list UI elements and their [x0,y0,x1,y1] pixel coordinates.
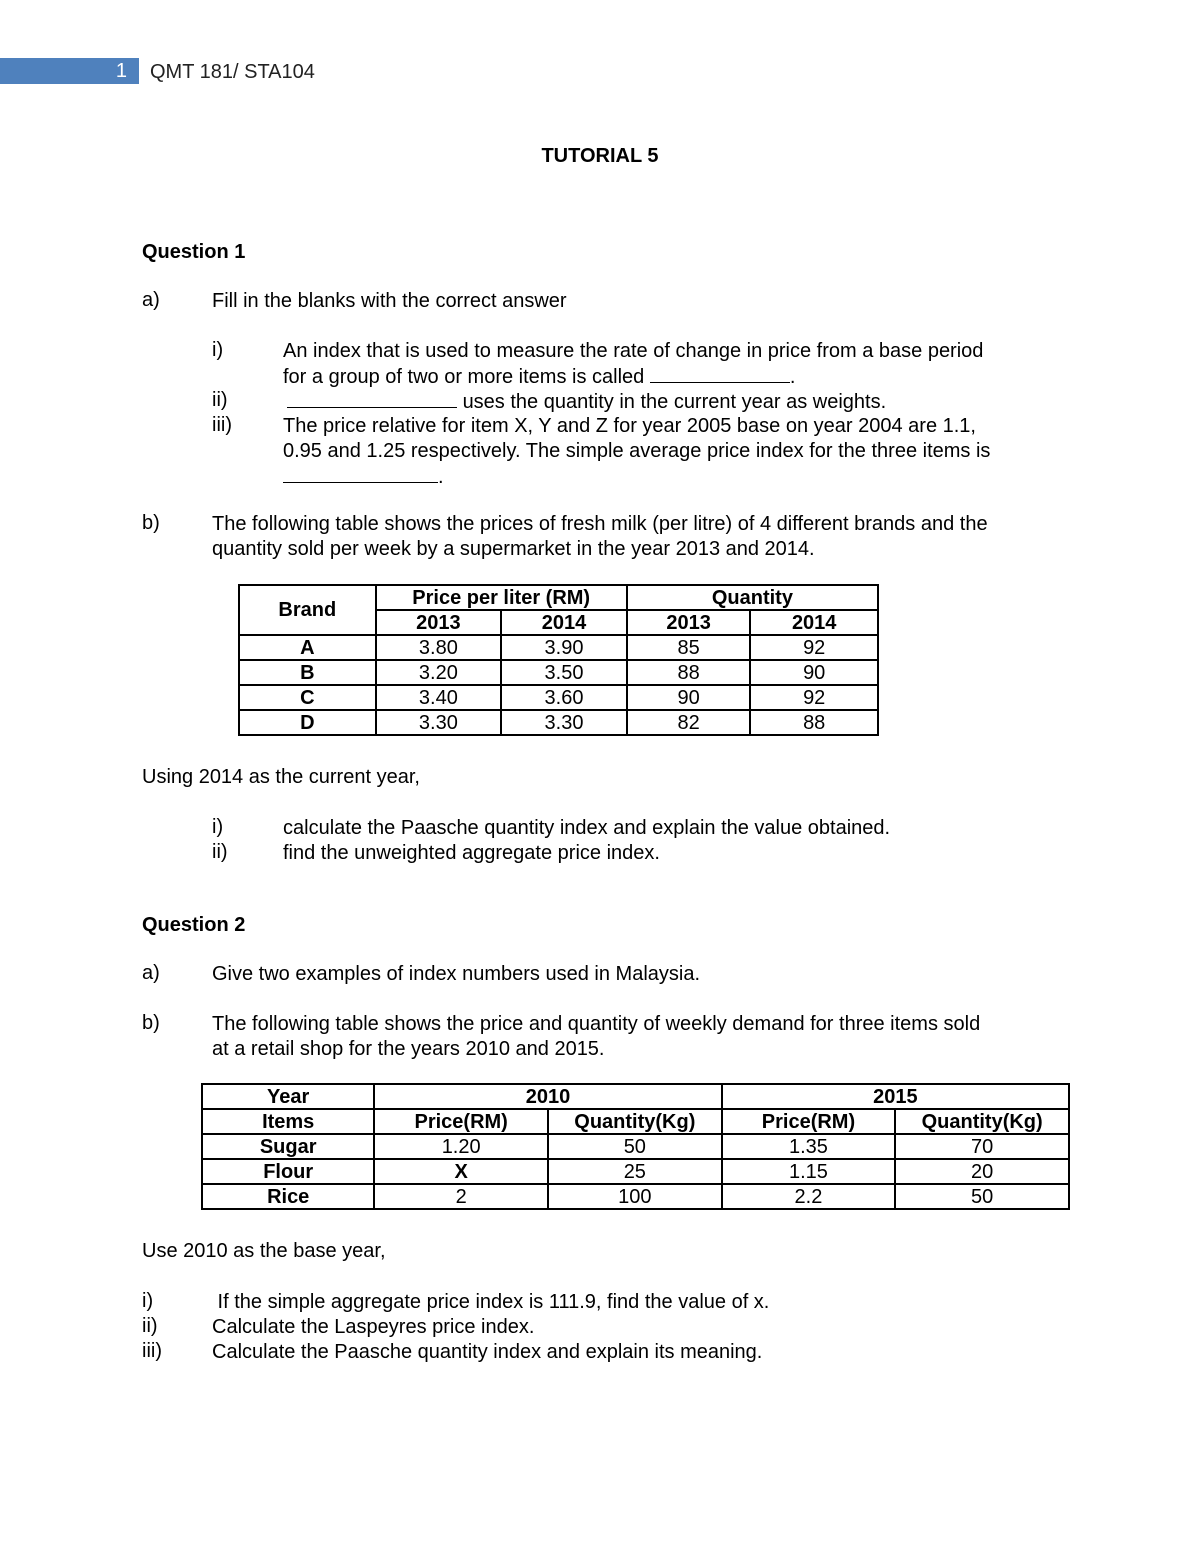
brand-cell: D [239,710,376,735]
q2b-ii-text: Calculate the Laspeyres price index. [212,1316,535,1338]
q1a-i-line1: An index that is used to measure the rate of change in price from a base period [283,340,984,362]
q1a-iii-line3-end: . [438,466,444,488]
table-cell: 2.2 [722,1184,896,1209]
items-demand-table [201,1083,1070,1210]
table-cell: 85 [627,635,751,660]
year-header: Year [202,1084,374,1109]
q1a-iii-line2: 0.95 and 1.25 respectively. The simple average price index for the three items is [283,440,991,462]
price-header: Price per liter (RM) [376,585,627,610]
price-header: Price(RM) [374,1109,548,1134]
q1a-ii-num: ii) [212,389,228,411]
year-2010-header: 2010 [374,1084,721,1109]
item-cell: Flour [202,1159,374,1184]
q1a-text: Fill in the blanks with the correct answer [212,290,567,312]
q1a-iii-line3-wrap [283,464,1061,490]
table-cell: 88 [627,660,751,685]
table-cell: 3.50 [501,660,627,685]
table-cell: 3.90 [501,635,627,660]
q1b-ii-text: find the unweighted aggregate price index. [283,842,660,864]
table-cell: 3.20 [376,660,502,685]
year-header: 2013 [627,610,751,635]
table-cell: 70 [895,1134,1069,1159]
table-cell: 92 [750,635,878,660]
table-cell: 3.40 [376,685,502,710]
table-cell: 1.35 [722,1134,896,1159]
table-cell: 3.30 [501,710,627,735]
q2a-label: a) [142,962,160,984]
table-row [202,1184,1069,1209]
q2b-i-num: i) [142,1290,154,1312]
brand-cell: A [239,635,376,660]
table-header-row [239,585,878,610]
q1a-ii-text: uses the quantity in the current year as weights. [462,391,887,413]
q1b-intro: Using 2014 as the current year, [142,766,420,788]
item-cell: Sugar [202,1134,374,1159]
q2b-intro: Use 2010 as the base year, [142,1240,386,1262]
quantity-header: Quantity [627,585,878,610]
answer-blank[interactable] [650,364,790,383]
table-cell: 90 [750,660,878,685]
q2b-iii-num: iii) [142,1340,162,1362]
table-cell: 50 [548,1134,722,1159]
answer-blank[interactable] [283,464,438,483]
table-row [239,635,878,660]
page-title: TUTORIAL 5 [541,145,659,167]
q2b-line1: The following table shows the price and quantity of weekly demand for three items sold [212,1013,981,1035]
year-header: 2014 [750,610,878,635]
table-cell: 100 [548,1184,722,1209]
q1b-line1: The following table shows the prices of fresh milk (per litre) of 4 different brands and the [212,513,988,535]
q1b-line2: quantity sold per week by a supermarket in the year 2013 and 2014. [212,538,815,560]
table-cell: 88 [750,710,878,735]
table-cell: 82 [627,710,751,735]
q1b-label: b) [142,512,160,534]
table-cell: 3.30 [376,710,502,735]
q1a-label: a) [142,289,160,311]
q2b-line2: at a retail shop for the years 2010 and 2015. [212,1038,605,1060]
table-cell: 20 [895,1159,1069,1184]
table-row [202,1134,1069,1159]
table-subheader-row [202,1109,1069,1134]
page-number: 1 [115,60,127,82]
q2a-text: Give two examples of index numbers used in Malaysia. [212,963,701,985]
items-header: Items [202,1109,374,1134]
table-cell: 3.60 [501,685,627,710]
q1a-ii-line-wrap [283,389,1061,415]
question-2-heading: Question 2 [142,914,246,936]
quantity-header: Quantity(Kg) [895,1109,1069,1134]
table-cell: 3.80 [376,635,502,660]
q1a-i-num: i) [212,339,224,361]
table-row [239,710,878,735]
brand-cell: C [239,685,376,710]
q1b-i-num: i) [212,816,224,838]
q1a-i-line2-end: . [789,366,796,388]
quantity-header: Quantity(Kg) [548,1109,722,1134]
year-header: 2013 [376,610,502,635]
q2b-label: b) [142,1012,160,1034]
q2b-ii-num: ii) [142,1315,158,1337]
year-2015-header: 2015 [722,1084,1069,1109]
q1b-ii-num: ii) [212,841,228,863]
table-cell: 2 [374,1184,548,1209]
table-cell: 1.15 [722,1159,896,1184]
price-header: Price(RM) [722,1109,896,1134]
table-cell: 50 [895,1184,1069,1209]
question-1-heading: Question 1 [142,241,246,263]
table-cell: X [374,1159,548,1184]
answer-blank[interactable] [287,389,457,408]
q1a-i-line2: for a group of two or more items is called [283,366,645,388]
q1a-i-line2-wrap [283,364,1061,390]
brand-header: Brand [239,585,376,635]
brand-cell: B [239,660,376,685]
table-header-row [202,1084,1069,1109]
milk-price-table [238,584,879,736]
q1b-i-text: calculate the Paasche quantity index and explain the value obtained. [283,817,891,839]
table-cell: 25 [548,1159,722,1184]
course-code: QMT 181/ STA104 [150,61,315,83]
q2b-i-text: If the simple aggregate price index is 111.9, find the value of x. [212,1291,770,1313]
q2b-iii-text: Calculate the Paasche quantity index and explain its meaning. [212,1341,763,1363]
table-cell: 90 [627,685,751,710]
table-row [202,1159,1069,1184]
table-cell: 92 [750,685,878,710]
table-row [239,660,878,685]
item-cell: Rice [202,1184,374,1209]
year-header: 2014 [501,610,627,635]
q1a-iii-num: iii) [212,414,232,436]
q1a-iii-line1: The price relative for item X, Y and Z for year 2005 base on year 2004 are 1.1, [283,415,976,437]
table-cell: 1.20 [374,1134,548,1159]
table-row [239,685,878,710]
